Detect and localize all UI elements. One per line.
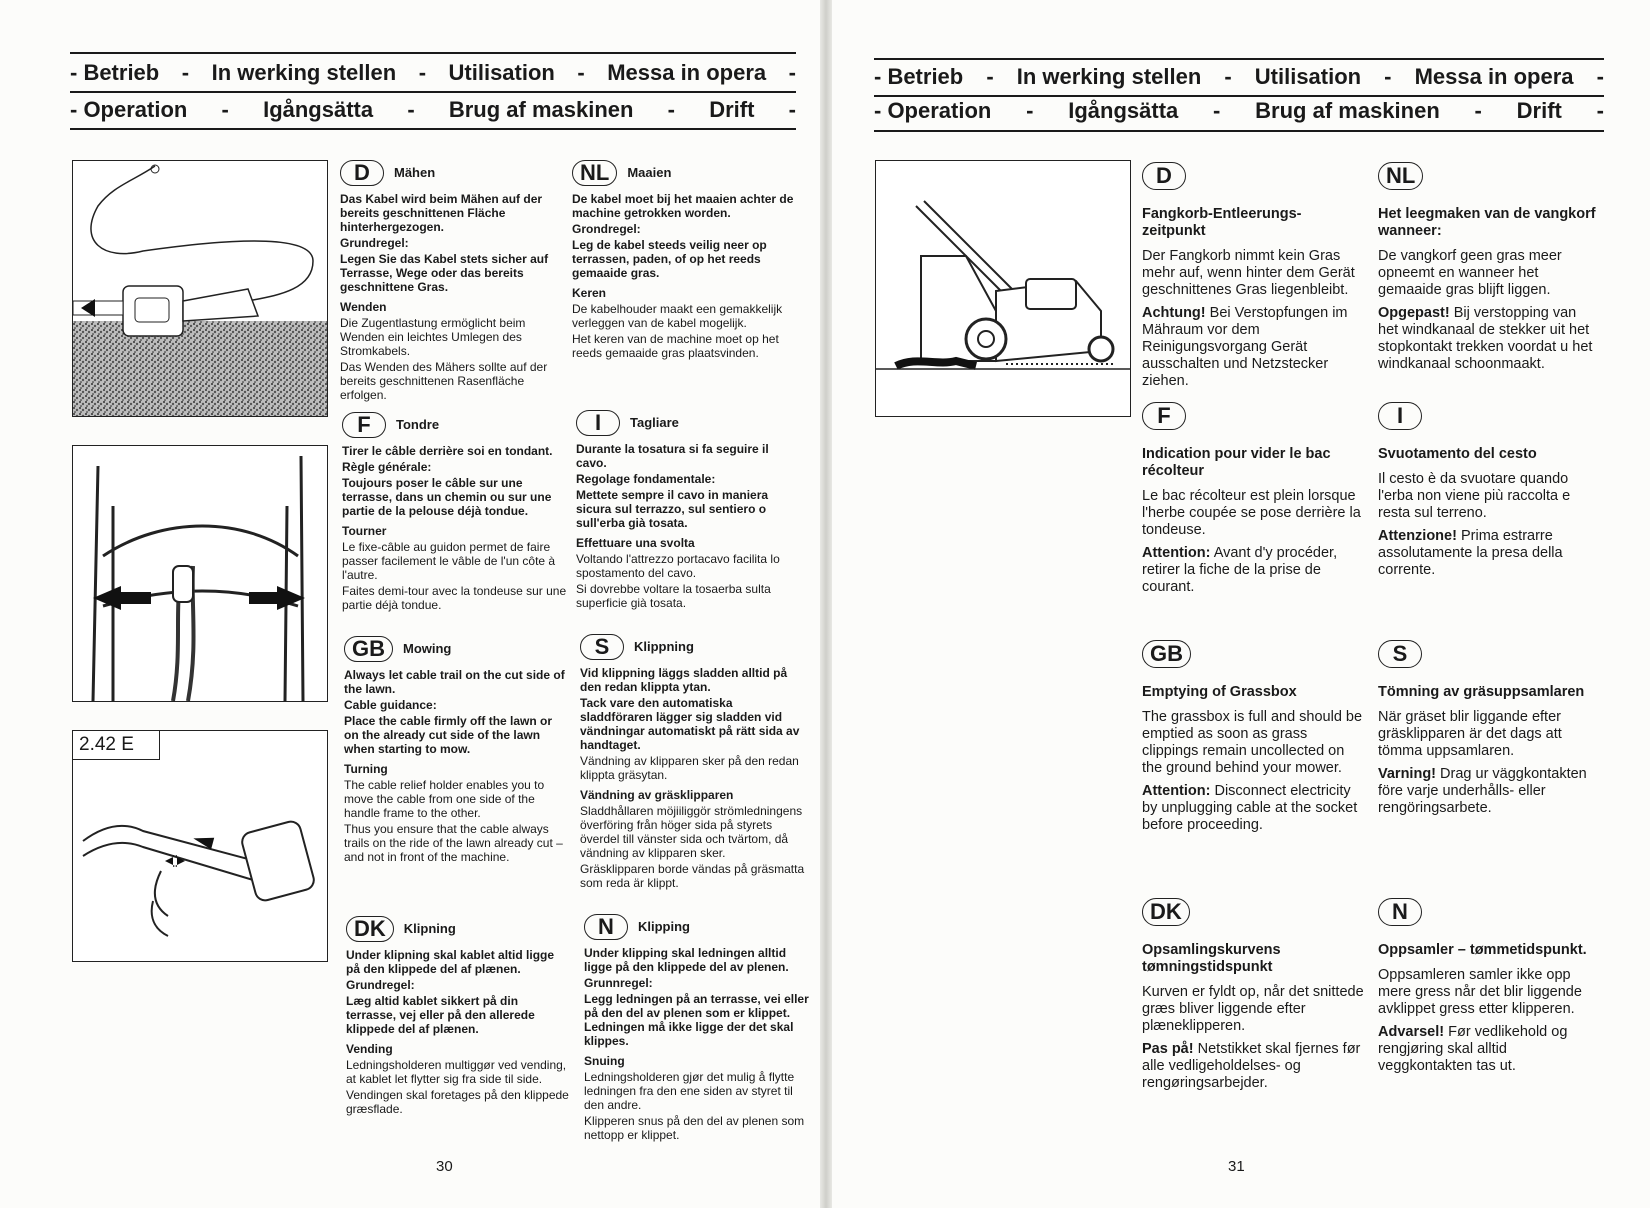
rule-text: Durante la tosatura si fa seguire il cavo.	[576, 442, 769, 470]
handle-detail-illustration	[73, 731, 327, 961]
lang-badge-dk: DK	[346, 916, 394, 942]
turn-text-2: Faites demi-tour avec la tondeuse sur une partie déjà tondue.	[342, 584, 567, 612]
turn-text-3: Gräsklipparen borde vändas på gräsmatta som reda är klippt.	[580, 862, 805, 890]
header-sep: -	[1596, 64, 1604, 89]
mower-cable-illustration	[73, 161, 327, 416]
header-sep: -	[1474, 98, 1482, 123]
header-rule-bottom	[874, 130, 1604, 132]
lang-badge-nl: NL	[1378, 162, 1423, 190]
handle-illustration	[73, 446, 327, 701]
turn-text-2: Klipperen snus på den del av plenen som nettopp er klippet.	[584, 1114, 805, 1142]
rule-label: Grundregel:	[340, 236, 409, 250]
section-gb-mowing	[344, 636, 569, 866]
section-nl-vangkorf	[1378, 162, 1600, 379]
header-sep: -	[1026, 98, 1034, 123]
figure-2-42-e	[72, 730, 328, 962]
turn-text: The cable relief holder enables you to move the cable from one side of the handle frame to the other.	[344, 778, 545, 820]
header-item: Drift	[1516, 98, 1562, 123]
lang-badge-f: F	[342, 412, 386, 438]
warning-text: Bij verstopping van het windkanaal de stekker uit het stopkontakt trekken voordat u het windkanaal schoonmaakt.	[1378, 305, 1593, 372]
turn-label: Tourner	[342, 524, 387, 538]
warning-label: Attention:	[1142, 545, 1211, 561]
rule-text: Under klipping skal ledningen alltid ligge på den klippede del av plenen.	[584, 946, 789, 974]
header-item: - Operation	[874, 98, 992, 123]
section-title: Mähen	[394, 165, 436, 180]
rule-text: Under klipning skal kablet altid ligge på den klippede del af plænen.	[346, 948, 555, 976]
rule-body: Legen Sie das Kabel stets sicher auf Terrasse, Wege oder das bereits geschnittene Gras.	[340, 252, 549, 294]
header-sep: -	[418, 60, 427, 85]
section-dk-opsamling	[1142, 898, 1364, 1098]
section-text: När gräset blir liggande efter gräsklipparen är det dags att tömma uppsamlaren.	[1378, 709, 1562, 759]
section-title: Het leegmaken van de vangkorf wanneer:	[1378, 206, 1596, 239]
lang-badge-dk: DK	[1142, 898, 1190, 926]
rule-body: Legg ledningen på an terrasse, vei eller på den del av plenen som er klippet. Ledningen må ikke ligge der det skal klippes.	[584, 992, 809, 1048]
section-de-fangkorb	[1142, 162, 1364, 396]
header-sep: -	[407, 97, 415, 122]
section-nl-maaien	[572, 160, 797, 362]
rule-text: Always let cable trail on the cut side of the lawn.	[344, 668, 565, 696]
header-item: Drift	[709, 97, 755, 122]
turn-text: De kabelhouder maakt een gemakkelijk verleggen van de kabel mogelijk.	[572, 302, 783, 330]
section-fr-bac	[1142, 402, 1364, 602]
section-text: De vangkorf geen gras meer opneemt en wanneer het gemaaide gras blijft liggen.	[1378, 248, 1562, 298]
header-row-1	[70, 56, 796, 90]
header-sep: -	[788, 60, 796, 85]
lang-badge-i: I	[1378, 402, 1422, 430]
section-text: Oppsamleren samler ikke opp mere gress når det blir liggende avklippet gress etter klipperen.	[1378, 967, 1582, 1017]
warning-text: Før vedlikehold og rengjøring skal alltid veggkontakten tas ut.	[1378, 1024, 1568, 1074]
rule-label: Cable guidance:	[344, 698, 437, 712]
rule-label: Grondregel:	[572, 222, 641, 236]
header-item: In werking stellen	[1016, 64, 1202, 89]
warning-text: Avant d'y procéder, retirer la fiche de la prise de courant.	[1142, 545, 1338, 595]
header-item: In werking stellen	[211, 60, 397, 85]
rule-body: Toujours poser le câble sur une terrasse, dans un chemin ou sur une partie de la pelouse déjà tondue.	[342, 476, 552, 518]
section-title: Maaien	[627, 165, 672, 180]
page-number: 30	[436, 1158, 453, 1175]
header-item: - Betrieb	[874, 64, 964, 89]
figure-label: 2.42 E	[73, 731, 160, 760]
header-item: Brug af maskinen	[448, 97, 634, 122]
header-item: Brug af maskinen	[1255, 98, 1440, 123]
rule-text: De kabel moet bij het maaien achter de machine getrokken worden.	[572, 192, 794, 220]
turn-text: Voltando l'attrezzo portacavo facilita lo spostamento del cavo.	[576, 552, 780, 580]
header-item: Utilisation	[1254, 64, 1362, 89]
turn-label: Vending	[346, 1042, 393, 1056]
section-title: Opsamlingskurvens tømningstidspunkt	[1142, 942, 1281, 975]
right-page	[832, 0, 1650, 1208]
figure-handle-cable-relief	[72, 445, 328, 702]
page-number: 31	[1228, 1158, 1245, 1175]
section-it-cesto	[1378, 402, 1600, 585]
warning-label: Attention:	[1142, 783, 1211, 799]
section-dk-klipning	[346, 916, 571, 1118]
header-item: - Operation	[70, 97, 188, 122]
lang-badge-d: D	[340, 160, 384, 186]
mower-side-illustration	[876, 161, 1130, 416]
warning-label: Attenzione!	[1378, 528, 1457, 544]
turn-text-2: Het keren van de machine moet op het reeds gemaaide gras plaatsvinden.	[572, 332, 779, 360]
section-title: Tagliare	[630, 415, 679, 430]
header-sep: -	[221, 97, 229, 122]
header-sep: -	[1224, 64, 1232, 89]
header-sep: -	[1384, 64, 1392, 89]
rule-label: Regolage fondamentale:	[576, 472, 716, 486]
lang-badge-n: N	[1378, 898, 1422, 926]
section-text: Le bac récolteur est plein lorsque l'herbe coupée se pose derrière la tondeuse.	[1142, 488, 1361, 538]
header-item: Messa in opera	[607, 60, 767, 85]
header-item: - Betrieb	[70, 60, 160, 85]
section-de-maehen	[340, 160, 565, 404]
page-header-right	[874, 50, 1604, 130]
warning-label: Achtung!	[1142, 305, 1206, 321]
warning-text: Prima estrarre assolutamente la presa della corrente.	[1378, 528, 1563, 578]
turn-text: Die Zugentlastung ermöglicht beim Wenden ein leichtes Umlegen des Stromkabels.	[340, 316, 526, 358]
warning-text: Disconnect electricity by unplugging cable at the socket before proceeding.	[1142, 783, 1358, 833]
turn-text-2: Sladdhållaren möjiiliggör strömledningens överföring från höger sida på styrets överdel till vänster sida och tvärtom, då vändning av klipparen sker.	[580, 804, 803, 860]
section-title: Oppsamler – tømmetidspunkt.	[1378, 942, 1587, 958]
figure-mower-grassbox	[875, 160, 1131, 417]
rule-body: Leg de kabel steeds veilig neer op terrassen, paden, of op het reeds gemaaide gras.	[572, 238, 767, 280]
header-item: Igångsätta	[263, 97, 374, 122]
warning-text: Netstikket skal fjernes før alle vedligeholdelses- og rengøringsarbejder.	[1142, 1041, 1361, 1091]
lang-badge-f: F	[1142, 402, 1186, 430]
section-title: Klipning	[403, 921, 456, 936]
header-row-2	[70, 93, 796, 127]
warning-text: Bei Verstopfungen im Mähraum vor dem Reinigungsvorgang Gerät ausschalten und Netzstecker ziehen.	[1142, 305, 1348, 389]
turn-text-2: Thus you ensure that the cable always trails on the ride of the lawn already cut – and not in front of the machine.	[344, 822, 563, 864]
header-sep: -	[181, 60, 190, 85]
section-title: Indication pour vider le bac récolteur	[1142, 446, 1331, 479]
lang-badge-gb: GB	[344, 636, 393, 662]
warning-label: Opgepast!	[1378, 305, 1450, 321]
rule-body: Læg altid kablet sikkert på din terrasse, vej eller på den allerede klippede del af plænen.	[346, 994, 535, 1036]
section-title: Fangkorb-Entleerungs-zeitpunkt	[1142, 206, 1302, 239]
section-gb-grassbox	[1142, 640, 1364, 840]
section-se-grasuppsamlaren	[1378, 640, 1600, 823]
section-title: Klippning	[634, 639, 694, 654]
header-item: Utilisation	[448, 60, 555, 85]
section-title: Tömning av gräsuppsamlaren	[1378, 684, 1585, 700]
section-text: The grassbox is full and should be emptied as soon as grass clippings remain uncollected on the ground behind your mower.	[1142, 709, 1363, 776]
turn-label: Effettuare una svolta	[576, 536, 695, 550]
header-item: Igångsätta	[1068, 98, 1179, 123]
header-sep: -	[1596, 98, 1604, 123]
rule-label: Grunnregel:	[584, 976, 653, 990]
turn-text: Ledningsholderen gjør det mulig å flytte ledningen fra den ene siden av styret til den andre.	[584, 1070, 795, 1112]
section-no-klipping	[584, 914, 809, 1144]
turn-label: Turning	[344, 762, 388, 776]
figure-mowing-cable	[72, 160, 328, 417]
lang-badge-s: S	[1378, 640, 1422, 668]
header-rule-top	[70, 52, 796, 54]
section-title: Svuotamento del cesto	[1378, 446, 1537, 462]
turn-text: Le fixe-câble au guidon permet de faire passer facilement le vâble de l'un côte à l'autre.	[342, 540, 556, 582]
header-sep: -	[1213, 98, 1221, 123]
section-fr-tondre	[342, 412, 567, 614]
turn-text-2: Das Wenden des Mähers sollte auf der bereits geschnittenen Rasenfläche erfolgen.	[340, 360, 548, 402]
rule-body: Place the cable firmly off the lawn or on the already cut side of the lawn when starting to mow.	[344, 714, 553, 756]
header-sep: -	[577, 60, 585, 85]
section-title: Mowing	[403, 641, 452, 656]
turn-label: Keren	[572, 286, 607, 300]
lang-badge-i: I	[576, 410, 620, 436]
section-text: Il cesto è da svuotare quando l'erba non viene più raccolta e resta sul terreno.	[1378, 471, 1571, 521]
rule-label: Règle générale:	[342, 460, 432, 474]
turn-label: Wenden	[340, 300, 387, 314]
warning-label: Advarsel!	[1378, 1024, 1445, 1040]
lang-badge-s: S	[580, 634, 624, 660]
warning-label: Varning!	[1378, 766, 1437, 782]
rule-label: Tack vare den automatiska sladdföraren lägger sig sladden vid vändningar automatiskt på rätt sida av handtaget.	[580, 696, 800, 752]
rule-text: Das Kabel wird beim Mähen auf der bereits geschnittenen Fläche hinterhergezogen.	[340, 192, 543, 234]
left-page	[0, 0, 820, 1208]
rule-text: Tirer le câble derrière soi en tondant.	[342, 444, 553, 458]
section-text: Der Fangkorb nimmt kein Gras mehr auf, wenn hinter dem Gerät geschnittenes Gras liegenbleibt.	[1142, 248, 1355, 298]
page-header-left	[70, 50, 796, 130]
warning-label: Pas på!	[1142, 1041, 1194, 1057]
rule-body: Mettete sempre il cavo in maniera sicura sul terrazzo, sul sentiero o sull'erba già tosata.	[576, 488, 769, 530]
section-no-oppsamler	[1378, 898, 1600, 1081]
warning-text: Drag ur väggkontakten före varje underhålls- eller rengöringsarbete.	[1378, 766, 1587, 816]
header-item: Messa in opera	[1414, 64, 1574, 89]
rule-text: Vid klippning läggs sladden alltid på den redan klippta ytan.	[580, 666, 788, 694]
section-title: Emptying of Grassbox	[1142, 684, 1297, 700]
turn-text: Ledningsholderen multiggør ved vending, at kablet let flytter sig fra side til side.	[346, 1058, 567, 1086]
book-gutter	[820, 0, 832, 1208]
header-sep: -	[788, 97, 796, 122]
section-se-klippning	[580, 634, 805, 892]
lang-badge-d: D	[1142, 162, 1186, 190]
lang-badge-gb: GB	[1142, 640, 1191, 668]
header-sep: -	[667, 97, 675, 122]
turn-label: Snuing	[584, 1054, 625, 1068]
lang-badge-n: N	[584, 914, 628, 940]
lang-badge-nl: NL	[572, 160, 617, 186]
turn-text: Vändning av klipparen sker på den redan klippta gräsytan.	[580, 754, 799, 782]
turn-label: Vändning av gräsklipparen	[580, 788, 734, 802]
turn-text-2: Si dovrebbe voltare la tosaerba sulta superficie già tosata.	[576, 582, 771, 610]
rule-label: Grundregel:	[346, 978, 415, 992]
header-row-1	[874, 60, 1604, 94]
section-title: Tondre	[396, 417, 440, 432]
section-it-tagliare	[576, 410, 801, 612]
turn-text-2: Vendingen skal foretages på den klippede græsflade.	[346, 1088, 569, 1116]
section-text: Kurven er fyldt op, når det snittede græs bliver liggende efter plæneklipperen.	[1142, 984, 1364, 1034]
header-rule-bottom	[70, 128, 796, 130]
header-sep: -	[986, 64, 994, 89]
header-row-2	[874, 94, 1604, 128]
section-title: Klipping	[638, 919, 690, 934]
